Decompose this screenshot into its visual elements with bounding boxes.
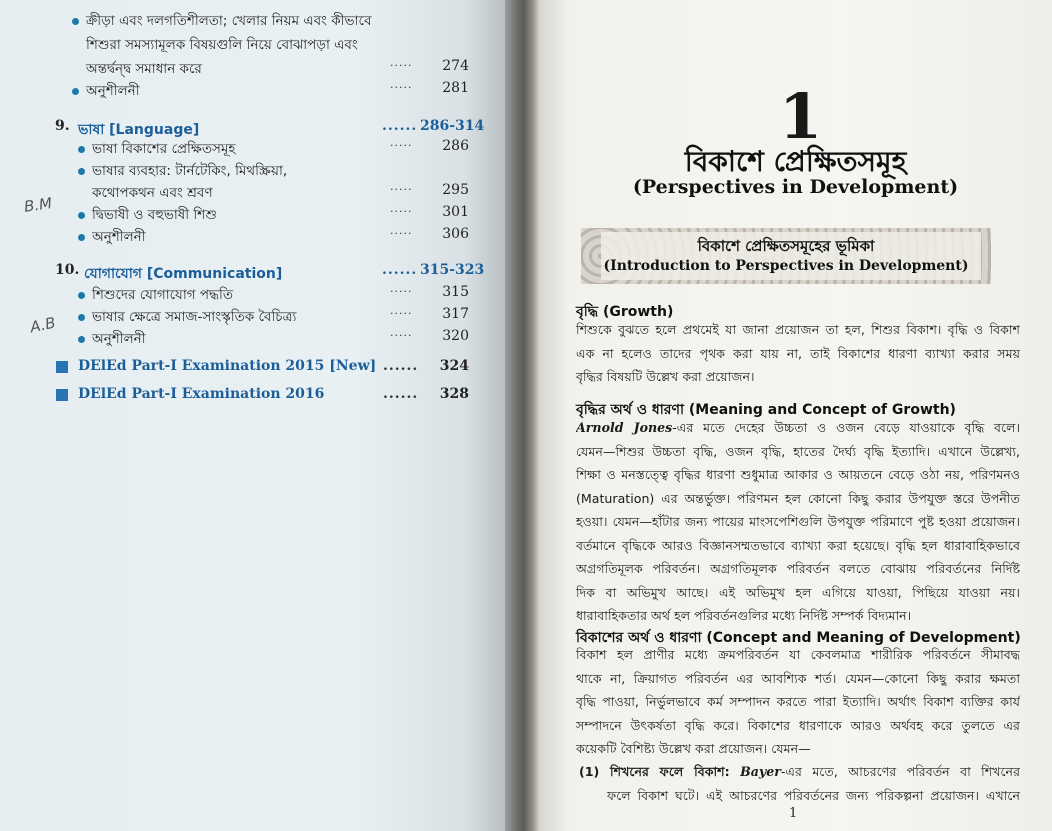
chapter-title: ভাষা [Language]	[78, 122, 200, 138]
chapter-page-range: 286-314	[420, 118, 485, 134]
toc-page-number: 324	[439, 358, 469, 374]
text-line: থাকে না, ক্রিয়াগত পরিবর্তন এর আবশ্যিক শর্ত। যেমন—কোনো কিছু করার ক্ষমতা	[576, 670, 1020, 686]
list-item-learning	[579, 760, 1020, 807]
text-line: শিশুকে বুঝতে হলে প্রথমেই যা জানা প্রয়োজন তা হল, শিশুর বিকাশ। বৃদ্ধি ও বিকাশ	[576, 322, 1020, 337]
book-gutter	[505, 0, 539, 831]
toc-item	[0, 182, 505, 204]
toc-page-number: 281	[442, 80, 469, 96]
leader-dots: .....	[390, 282, 413, 295]
toc-item-text: ক্রীড়া এবং দলগতিশীলতা; খেলার নিয়ম এবং কীভাবে	[86, 13, 372, 29]
bullet-icon	[78, 292, 85, 299]
bullet-icon	[78, 146, 85, 153]
bullet-icon	[78, 336, 85, 343]
right-page-chapter	[539, 0, 1052, 831]
toc-exam-2015	[0, 358, 505, 380]
leader-dots: .....	[390, 56, 413, 69]
toc-item	[0, 34, 505, 56]
text-line: যেমন—শিশুর উচ্চতা বৃদ্ধি, ওজন বৃদ্ধি, হাতের দৈর্ঘ্য বৃদ্ধি ইত্যাদি। এখানে উল্লেখ্য,	[576, 443, 1020, 459]
text-line: দিক বা অভিমুখ আছে। এই অভিমুখ হল এগিয়ে যাওয়া, পিছিয়ে যাওয়া নয়।	[576, 584, 1020, 600]
leader-dots: ......	[383, 358, 419, 374]
exam-title: DElEd Part-I Examination 2015 [New]	[78, 358, 377, 374]
section-heading-growth: বৃদ্ধি (Growth)	[576, 304, 674, 320]
toc-item-text: শিশুরা সমস্যামূলক বিষয়গুলি নিয়ে বোঝাপড়া এবং	[86, 37, 358, 53]
chapter-title-bengali: বিকাশে প্রেক্ষিতসমূহ	[684, 145, 907, 178]
leader-dots: .....	[390, 78, 413, 91]
chapter-title: যোগাযোগ [Communication]	[84, 266, 283, 282]
bullet-icon	[78, 168, 85, 175]
text-line: শিক্ষা ও মনস্তত্ত্বে বৃদ্ধির ধারণা শুধুমাত্র আকার ও আয়তনে বেড়ে ওঠা নয়, পরিণমনও	[576, 467, 1020, 482]
toc-chapter-9	[0, 118, 505, 140]
text-line	[579, 760, 1020, 784]
text-line: (Maturation) এর অন্তর্ভুক্ত। পরিণমন হল কোনো কিছু করার উপযুক্ত স্তরে উপনীত	[576, 490, 1020, 506]
text-line: অগ্রগতিমূলক পরিবর্তন। অগ্রগতিমূলক পরিবর্তন বলতে বোঝায় পরিবর্তনের নির্দিষ্ট	[576, 561, 1020, 576]
text-line: বর্তমানে বৃদ্ধিকে আরও বিজ্ঞানসম্মতভাবে ব্যাখ্যা করা হয়েছে। বৃদ্ধি হল ধারাবাহিকভাবে	[576, 537, 1020, 553]
chapter-page-range: 315-323	[420, 262, 485, 278]
text-line: বৃদ্ধির বিষয়টি উল্লেখ করা প্রয়োজন।	[576, 369, 755, 384]
text-line: ধারাবাহিকতার অর্থ হল পরিবর্তনগুলির মধ্যে নির্দিষ্ট সম্পর্ক বিদ্যমান।	[576, 608, 912, 623]
page-number: 1	[789, 806, 798, 821]
list-item-label: (1) শিখনের ফলে বিকাশ:	[579, 764, 730, 779]
toc-exam-2016	[0, 386, 505, 408]
toc-chapter-10	[0, 262, 505, 284]
toc-item	[0, 306, 505, 328]
toc-page-number: 317	[442, 306, 469, 322]
bullet-icon	[72, 18, 79, 25]
section-heading-development: বিকাশের অর্থ ও ধারণা (Concept and Meaning of Development)	[576, 630, 1021, 646]
toc-page-number: 301	[442, 204, 469, 220]
leader-dots: ......	[382, 262, 418, 278]
text-line: সম্পাদনে উৎকর্ষতা বৃদ্ধি করে। বিকাশের ধারণাকে আরও অর্থবহ করে তুলতে এর	[576, 717, 1020, 733]
leader-dots: ......	[382, 118, 418, 134]
leader-dots: .....	[390, 224, 413, 237]
toc-item-text: অনুশীলনী	[86, 83, 140, 99]
leader-dots: .....	[390, 180, 413, 193]
toc-item-text: শিশুদের যোগাযোগ পদ্ধতি	[92, 287, 233, 303]
bullet-icon	[78, 314, 85, 321]
text-line	[576, 416, 1020, 440]
toc-page-number: 274	[442, 58, 469, 74]
leader-dots: .....	[390, 202, 413, 215]
toc-item-text: অনুশীলনী	[92, 331, 146, 347]
paragraph-development	[576, 643, 1020, 761]
toc-page-number: 320	[442, 328, 469, 344]
text-line: এক না হলেও তাদের পৃথক করা যায় না, তাই বিকাশের ধারণা ব্যাখ্যা করার সময়	[576, 345, 1020, 361]
toc-item	[0, 204, 505, 226]
toc-item-text: ভাষার ক্ষেত্রে সমাজ-সাংস্কৃতিক বৈচিত্র্য	[92, 309, 297, 325]
paragraph-meaning-growth	[576, 416, 1020, 628]
chapter-number: 10.	[55, 262, 80, 278]
toc-item	[0, 10, 505, 32]
section-heading-meaning-growth: বৃদ্ধির অর্থ ও ধারণা (Meaning and Concept of Growth)	[576, 402, 956, 418]
toc-item-text: ভাষার ব্যবহার: টার্নটেকিং, মিথস্ক্রিয়া,	[92, 163, 288, 179]
toc-item-text: অন্তর্দ্বন্দ্ব সমাধান করে	[86, 61, 202, 77]
toc-page-number: 286	[442, 138, 469, 154]
toc-item	[0, 138, 505, 160]
toc-page-number: 306	[442, 226, 469, 242]
bullet-icon	[78, 212, 85, 219]
toc-item	[0, 284, 505, 306]
banner-title-english: (Introduction to Perspectives in Development)	[603, 258, 969, 274]
text-fragment: -এর মতে দেহের উচ্চতা ও ওজন বেড়ে যাওয়াকে বৃদ্ধি বলে।	[672, 420, 1020, 435]
toc-page-number: 328	[439, 386, 469, 402]
text-line: হওয়া। যেমন—হাঁটার জন্য পায়ের মাংসপেশিগুলি উপযুক্ত পরিমাণে পুষ্ট হওয়া প্রয়োজন।	[576, 514, 1020, 529]
toc-item	[0, 58, 505, 80]
bullet-icon	[78, 234, 85, 241]
bullet-icon	[72, 88, 79, 95]
chapter-title-english: (Perspectives in Development)	[632, 176, 959, 198]
leader-dots: ......	[383, 386, 419, 402]
text-line: বৃদ্ধি পাওয়া, নির্ভুলভাবে কর্ম সম্পাদন করতে পারা ইত্যাদি। অর্থাৎ বিকাশ ব্যক্তির কার্য	[576, 694, 1020, 709]
author-name: Bayer	[740, 764, 781, 779]
exam-title: DElEd Part-I Examination 2016	[78, 386, 325, 402]
toc-item	[0, 160, 505, 182]
text-line: কয়েকটি বৈশিষ্ট্য উল্লেখ করা প্রয়োজন। যেমন—	[576, 741, 811, 756]
toc-item-text: কথোপকথন এবং শ্রবণ	[92, 185, 213, 201]
leader-dots: .....	[390, 304, 413, 317]
banner-title-bengali: বিকাশে প্রেক্ষিতসমূহের ভূমিকা	[697, 237, 875, 255]
text-fragment: -এর মতে, আচরণের পরিবর্তন বা শিখনের	[780, 764, 1020, 779]
toc-page-number: 295	[442, 182, 469, 198]
handwritten-note: A.B	[28, 313, 58, 337]
square-bullet-icon	[56, 389, 68, 401]
square-bullet-icon	[56, 361, 68, 373]
chapter-number: 1	[779, 80, 823, 153]
toc-item	[0, 80, 505, 102]
paragraph-growth	[576, 318, 1020, 389]
toc-item-text: দ্বিভাষী ও বহুভাষী শিশু	[92, 207, 217, 223]
toc-item	[0, 226, 505, 248]
leader-dots: .....	[390, 136, 413, 149]
text-line: ফলে বিকাশ ঘটে। এই আচরণের পরিবর্তনের জন্য পরিকল্পনা প্রয়োজন। এখানে	[607, 787, 1020, 803]
toc-item-text: ভাষা বিকাশের প্রেক্ষিতসমূহ	[92, 141, 236, 157]
handwritten-note: B.M	[22, 194, 54, 216]
text-line: বিকাশ হল প্রাণীর মধ্যে ক্রমপরিবর্তন যা কেবলমাত্র শারীরিক পরিবর্তনে সীমাবদ্ধ	[576, 647, 1020, 662]
author-name: Arnold Jones	[576, 420, 673, 435]
chapter-number: 9.	[55, 118, 70, 134]
toc-item-text: অনুশীলনী	[92, 229, 146, 245]
toc-page-number: 315	[442, 284, 469, 300]
leader-dots: .....	[390, 326, 413, 339]
toc-item	[0, 328, 505, 350]
left-page-toc	[0, 0, 505, 831]
